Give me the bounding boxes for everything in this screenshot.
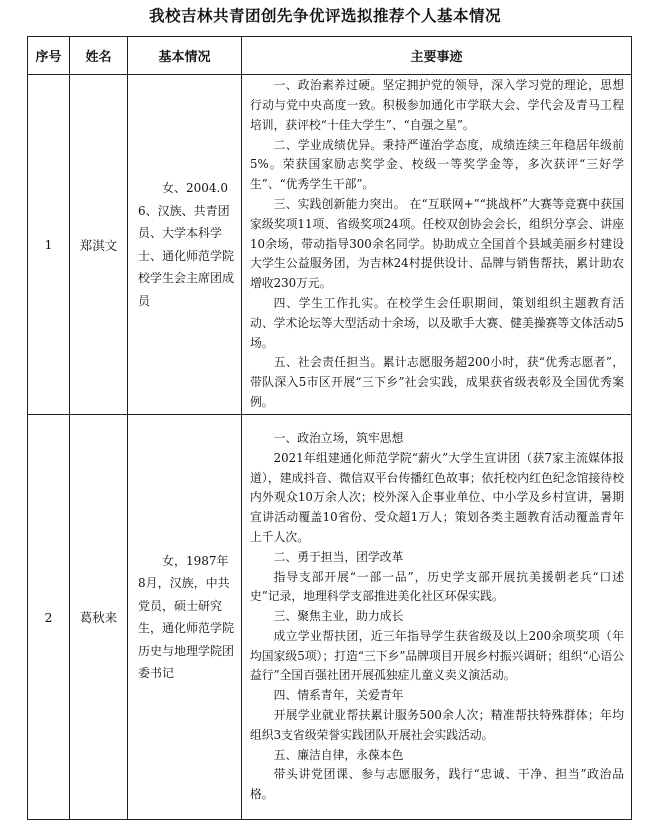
deed-paragraph: 带头讲党团课、参与志愿服务，践行“忠诚、干净、担当”政治品格。 <box>250 767 624 802</box>
deed-paragraph: 一、政治素养过硬。坚定拥护党的领导，深入学习党的理论，思想行动与党中央高度一致。积极参加通化市学联大会、学代会及青马工程培训，获评校“十佳大学生”、“自强之星”。 <box>250 78 624 132</box>
table-row <box>28 75 632 415</box>
seq-cell: 2 <box>28 415 70 820</box>
deed-paragraph: 2021年组建通化师范学院“薪火”大学生宣讲团（获7家主流媒体报道），建成抖音、微信双平台传播红色故事；依托校内红色纪念馆接待校内外观众10万余人次；校外深入企事业单位、中小学及乡村宣讲，暑期宣讲活动覆盖10省份、受众超1万人；策划各类主题教育活动覆盖青年上千人次。 <box>250 450 624 544</box>
deeds-cell <box>242 75 632 415</box>
info-text: 女，1987年8月，汉族，中共党员，硕士研究生，通化师范学院历史与地理学院团委书记 <box>138 553 235 680</box>
deed-paragraph: 开展学业就业帮扶累计服务500余人次；精准帮扶特殊群体；年均组织3支省级荣誉实践团队开展社会实践活动。 <box>250 708 624 742</box>
deed-paragraph: 二、学业成绩优异。秉持严谨治学态度，成绩连续三年稳居年级前5%。荣获国家励志奖学金、校级一等奖学金等，多次获评“三好学生”、“优秀学生干部”。 <box>250 137 624 192</box>
deed-heading: 五、廉洁自律，永葆本色 <box>273 747 404 762</box>
deed-paragraph: 三、实践创新能力突出。 在“互联网+”“挑战杯”大赛等竞赛中获国家级奖项11项、省级奖项24项。任校双创协会会长，组织分享会、讲座10余场，带动指导300余名同学。协助成立全国首个县域美丽乡村建设大学生公益服务团，为吉林24村提供设计、品牌与销售帮扶，累计助农增收230万元。 <box>250 197 624 291</box>
info-text: 女、2004.06、汉族、共青团员、大学本科学士、通化师范学院校学生会主席团成员 <box>138 181 235 308</box>
table-header-row <box>28 37 632 75</box>
deed-paragraph: 四、学生工作扎实。在校学生会任职期间，策划组织主题教育活动、学术论坛等大型活动十余场，以及歌手大赛、健美操赛等文体活动5场。 <box>250 295 624 350</box>
header-name: 姓名 <box>70 37 128 75</box>
deed-heading: 三、聚焦主业，助力成长 <box>273 609 404 624</box>
deed-paragraph: 成立学业帮扶团，近三年指导学生获省级及以上200余项奖项（年均国家级5项）；打造“三下乡”品牌项目开展乡村振兴调研；组织“心语公益行”全国百强社团开展孤独症儿童义卖义演活动。 <box>250 628 624 683</box>
deeds-cell <box>242 415 632 820</box>
deed-heading: 二、勇于担当，团学改革 <box>273 549 404 564</box>
name-cell: 葛秋来 <box>70 415 128 820</box>
deed-paragraph: 指导支部开展“一部一品”，历史学支部开展抗美援朝老兵“口述史”记录，地理科学支部推进美化社区环保实践。 <box>250 569 624 604</box>
table-row <box>28 415 632 820</box>
candidates-table <box>27 36 632 820</box>
header-main: 主要事迹 <box>242 37 632 75</box>
header-seq: 序号 <box>28 37 70 75</box>
info-cell <box>128 75 242 415</box>
deed-paragraph: 五、社会责任担当。累计志愿服务超200小时，获“优秀志愿者”，带队深入5市区开展“三下乡”社会实践，成果获省级表彰及全国优秀案例。 <box>250 355 624 409</box>
page-title: 我校吉林共青团创先争优评选拟推荐个人基本情况 <box>148 7 501 25</box>
seq-cell: 1 <box>28 75 70 415</box>
deed-heading: 一、政治立场，筑牢思想 <box>273 430 404 445</box>
name-cell: 郑淇文 <box>70 75 128 415</box>
info-cell <box>128 415 242 820</box>
deed-heading: 四、情系青年，关爱青年 <box>273 688 404 703</box>
header-info: 基本情况 <box>128 37 242 75</box>
